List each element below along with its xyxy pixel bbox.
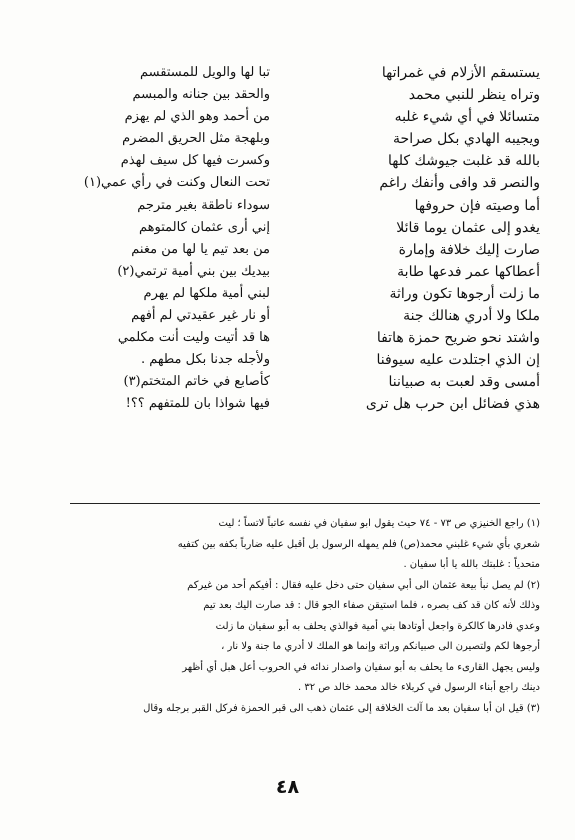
verse-line: واشتد نحو ضريح حمزة هاتفا — [376, 330, 540, 347]
verse-line: ما زلت أرجوها تكون وراثة — [389, 285, 540, 302]
footnote-divider — [70, 503, 540, 504]
verse-line: سوداء ناطقة بغير مترجم — [137, 197, 270, 213]
poem-left-column — [70, 62, 270, 416]
footnote-line: أرجوها لكم ولتصيرن الى صبيانكم وراثة وإنما هو الملك لا أدري ما جنة ولا نار ، — [221, 641, 540, 652]
verse-line: يغدو إلى عثمان يوما قائلا — [396, 219, 540, 236]
verse-line: بيديك بين بني أمية ترتمي(٢) — [117, 263, 270, 279]
verse-line: يستسقم الأزلام في غمراتها — [381, 65, 540, 81]
footnote-line: شعري بأي شيء غلبني محمد(ص) فلم يمهله الرسول بل أقبل عليه ضارباً بكفه بين كتفيه — [177, 538, 540, 550]
verse-line: ملكا ولا أدري هنالك جنة — [403, 308, 540, 325]
verse-line: وتراه ينظر للنبي محمد — [408, 87, 540, 104]
verse-line: إن الذي اجتلدت عليه سيوفنا — [376, 352, 540, 369]
verse-line: أمسى وقد لعبت به صبياننا — [388, 374, 540, 391]
verse-line: بالله قد غلبت جيوشك كلها — [388, 153, 540, 170]
verse-line: أو نار غير عقيدتي لم أفهم — [131, 308, 270, 324]
verse-line: أعطاكها عمر فدعها طابة — [397, 263, 540, 280]
poem-right-column — [282, 62, 540, 416]
footnote-line: (٢) لم يصل نبأ بيعة عثمان الى أبي سفيان حتى دخل عليه فقال : أفيكم أحد من غيركم — [187, 579, 540, 591]
verse-line: صارت إليك خلافة وإمارة — [398, 241, 540, 258]
verse-line: هذي فضائل ابن حرب هل ترى — [365, 396, 540, 413]
verse-line: أما وصيته فإن حروفها — [414, 197, 540, 214]
verse-line: من بعد تيم يا لها من مغنم — [131, 241, 270, 257]
verse-line: وكسرت فيها كل سيف لهذم — [120, 153, 270, 169]
verse-line: فيها شواذا بان للمتفهم ؟؟! — [125, 396, 270, 412]
verse-line: ولأجله جدنا بكل مطهم . — [140, 352, 270, 368]
footnote-line: دينك راجع أبناء الرسول في كربلاء خالد محمد خالد ص ٣٢ . — [298, 682, 540, 693]
footnote-line: (٣) قيل ان أبا سفيان بعد ما آلت الخلافة إلى عثمان ذهب الى قبر الحمزة فركل القبر برجله وقال — [143, 702, 540, 714]
verse-line: كأصابع في خاتم المتختم(٣) — [123, 374, 270, 390]
verse-line: لبني أمية ملكها لم يهرم — [143, 285, 270, 301]
verse-line: من أحمد وهو الذي لم يهزم — [124, 109, 270, 125]
verse-line: وبلهجة مثل الحريق المضرم — [122, 131, 270, 147]
verse-line: تبا لها والويل للمستقسم — [140, 65, 270, 80]
footnote-line: (١) راجع الخنيزي ص ٧٣ - ٧٤ حيث يقول ابو سفيان في نفسه عاتباً لاتساً ؛ ليت — [218, 518, 540, 529]
verse-line: إني أرى عثمان كالمتوهم — [138, 219, 270, 235]
footnote-line: وعدي فادرها كالكرة واجعل أوتادها بني أمية فوالذي يحلف به أبو سفيان ما زلت — [215, 620, 540, 632]
verse-line: والحقد بين جنانه والمبسم — [132, 87, 270, 103]
page-number: ٤٨ — [275, 776, 300, 798]
verse-line: تحت النعال وكنت في رأي عمي(١) — [83, 175, 270, 191]
verse-line: متسائلا في أي شيء غلبه — [394, 109, 540, 126]
verse-line: ها قد أتيت وليت أنت مكلمي — [117, 330, 270, 346]
footnote-line: وليس يجهل القارىء ما يحلف به أبو سفيان واصدار ندائه في الحروب أعل هبل أي أظهر — [182, 661, 540, 673]
verse-line: والنصر قد وافى وأنفك راغم — [379, 175, 540, 192]
footnotes — [60, 514, 540, 719]
verse-line: ويجيبه الهادي بكل صراحة — [393, 131, 540, 148]
footnote-line: متحدياً : غلبتك بالله يا أبا سفيان . — [403, 559, 540, 570]
footnote-line: وذلك لأنه كان قد كف بصره ، فلما استيقن صفاء الجو قال : قد صارت اليك بعد تيم — [203, 600, 540, 611]
